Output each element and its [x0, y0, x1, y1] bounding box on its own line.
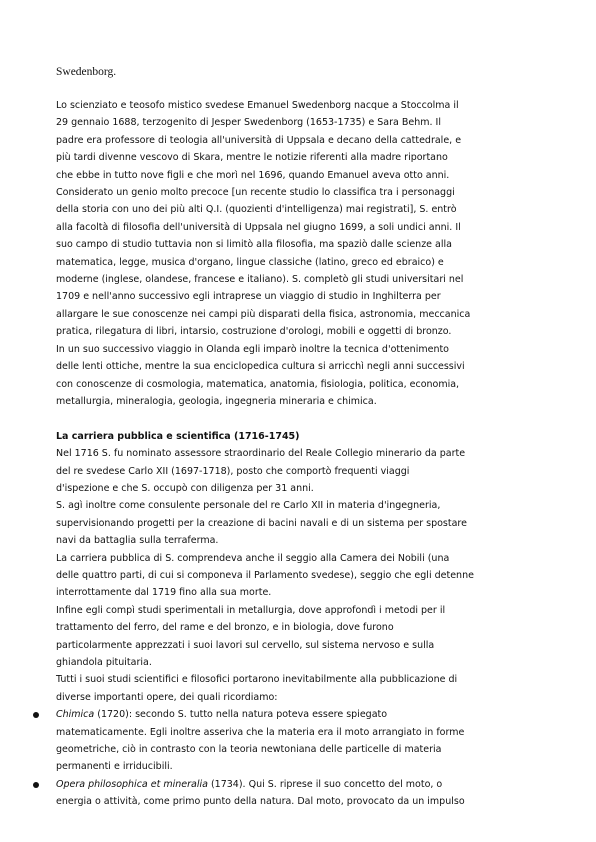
text-line: delle quattro parti, di cui si componeva il Parlamento svedese), seggio che egli detenne: [56, 569, 474, 581]
text-line: In un suo successivo viaggio in Olanda egli imparò inoltre la tecnica d'ottenimento: [56, 343, 449, 355]
text-line: ghiandola pituitaria.: [56, 656, 152, 668]
section-title: La carriera pubblica e scientifica (1716-1745): [56, 430, 300, 442]
text-line: La carriera pubblica di S. comprendeva anche il seggio alla Camera dei Nobili (una: [56, 552, 450, 564]
career-section: [56, 428, 556, 707]
text-line: 29 gennaio 1688, terzogenito di Jesper Swedenborg (1653-1735) e Sara Behm. Il: [56, 117, 441, 129]
text-line: con conoscenze di cosmologia, matematica, anatomia, fisiologia, politica, economia,: [56, 378, 460, 390]
text-line: metallurgia, mineralogia, geologia, ingegneria mineraria e chimica.: [56, 395, 377, 407]
bullet-icon: [33, 712, 39, 718]
bullet-text: (1734). Qui S. riprese il suo concetto del moto, o: [207, 778, 443, 790]
text-line: delle lenti ottiche, mentre la sua enciclopedica cultura si arricchì negli anni successivi: [56, 361, 465, 373]
text-line: del re svedese Carlo XII (1697-1718), posto che comportò frequenti viaggi: [56, 465, 410, 477]
text-line: allargare le sue conoscenze nei campi più disparati della fisica, astronomia, meccanica: [56, 308, 471, 320]
text-line: Infine egli compì studi sperimentali in metallurgia, dove approfondì i metodi per il: [56, 604, 446, 616]
text-line: S. agì inoltre come consulente personale del re Carlo XII in materia d'ingegneria,: [56, 500, 441, 512]
text-line: particolarmente apprezzati i suoi lavori sul cervello, sul sistema nervoso e sulla: [56, 639, 435, 651]
work-title: Opera philosophica et mineralia: [56, 778, 208, 790]
text-line: Lo scienziato e teosofo mistico svedese Emanuel Swedenborg nacque a Stoccolma il: [56, 100, 459, 111]
text-line: suo campo di studio tuttavia non si limitò alla filosofia, ma spaziò dalle scienze alla: [56, 239, 452, 251]
text-line: Tutti i suoi studi scientifici e filosofici portarono inevitabilmente alla pubblicazione di: [56, 674, 458, 686]
text-line: che ebbe in tutto nove figli e che morì nel 1696, quando Emanuel aveva otto anni.: [56, 169, 450, 181]
bullet-first-line: [56, 706, 556, 723]
bullet-first-line: [56, 776, 556, 793]
text-line: d'ispezione e che S. occupò con diligenza per 31 anni.: [56, 482, 314, 494]
text-line: moderne (inglese, olandese, francese e italiano). S. completò gli studi universitari nel: [56, 274, 464, 286]
text-line: Considerato un genio molto precoce [un recente studio lo classifica tra i personaggi: [56, 187, 455, 199]
bullet-item: [56, 706, 556, 776]
work-title: Chimica: [56, 709, 95, 721]
text-line: geometriche, ciò in contrasto con la teoria newtoniana delle particelle di materia: [56, 744, 442, 756]
document-body: [56, 97, 556, 811]
text-line: energia o attività, come primo punto della natura. Dal moto, provocato da un impulso: [56, 796, 465, 808]
text-line: navi da battaglia sulla terraferma.: [56, 535, 219, 547]
text-line: padre era professore di teologia all'università di Uppsala e decano della cattedrale, e: [56, 134, 462, 146]
text-line: più tardi divenne vescovo di Skara, mentre le notizie riferenti alla madre riportano: [56, 152, 448, 164]
text-line: interrottamente dal 1719 fino alla sua morte.: [56, 587, 272, 599]
text-line: diverse importanti opere, dei quali ricordiamo:: [56, 691, 278, 703]
text-line: pratica, rilegatura di libri, intarsio, costruzione d'orologi, mobili e oggetti di bronzo.: [56, 326, 452, 338]
intro-paragraph: [56, 97, 556, 410]
document-heading: Swedenborg.: [56, 66, 117, 78]
text-line: permanenti e irriducibili.: [56, 761, 173, 773]
text-line: alla facoltà di filosofia dell'università di Uppsala nel giugno 1699, a soli undici anni. Il: [56, 221, 461, 233]
text-line: matematicamente. Egli inoltre asseriva che la materia era il moto arrangiato in forme: [56, 726, 465, 738]
text-line: supervisionando progetti per la creazione di bacini navali e di un sistema per spostare: [56, 517, 467, 529]
paragraph-gap: [56, 410, 556, 427]
text-line: trattamento del ferro, del rame e del bronzo, e in biologia, dove furono: [56, 622, 394, 634]
text-line: della storia con uno dei più alti Q.I. (quozienti d'intelligenza) mai registrati], S. entrò: [56, 204, 457, 216]
text-line: Nel 1716 S. fu nominato assessore straordinario del Reale Collegio minerario da parte: [56, 448, 466, 460]
bullet-icon: [33, 782, 39, 788]
bullet-text: (1720): secondo S. tutto nella natura poteva essere spiegato: [94, 709, 388, 721]
bullet-item: [56, 776, 556, 811]
text-line: matematica, legge, musica d'organo, lingue classiche (latino, greco ed ebraico) e: [56, 256, 444, 268]
text-line: 1709 e nell'anno successivo egli intraprese un viaggio di studio in Inghilterra per: [56, 291, 441, 303]
